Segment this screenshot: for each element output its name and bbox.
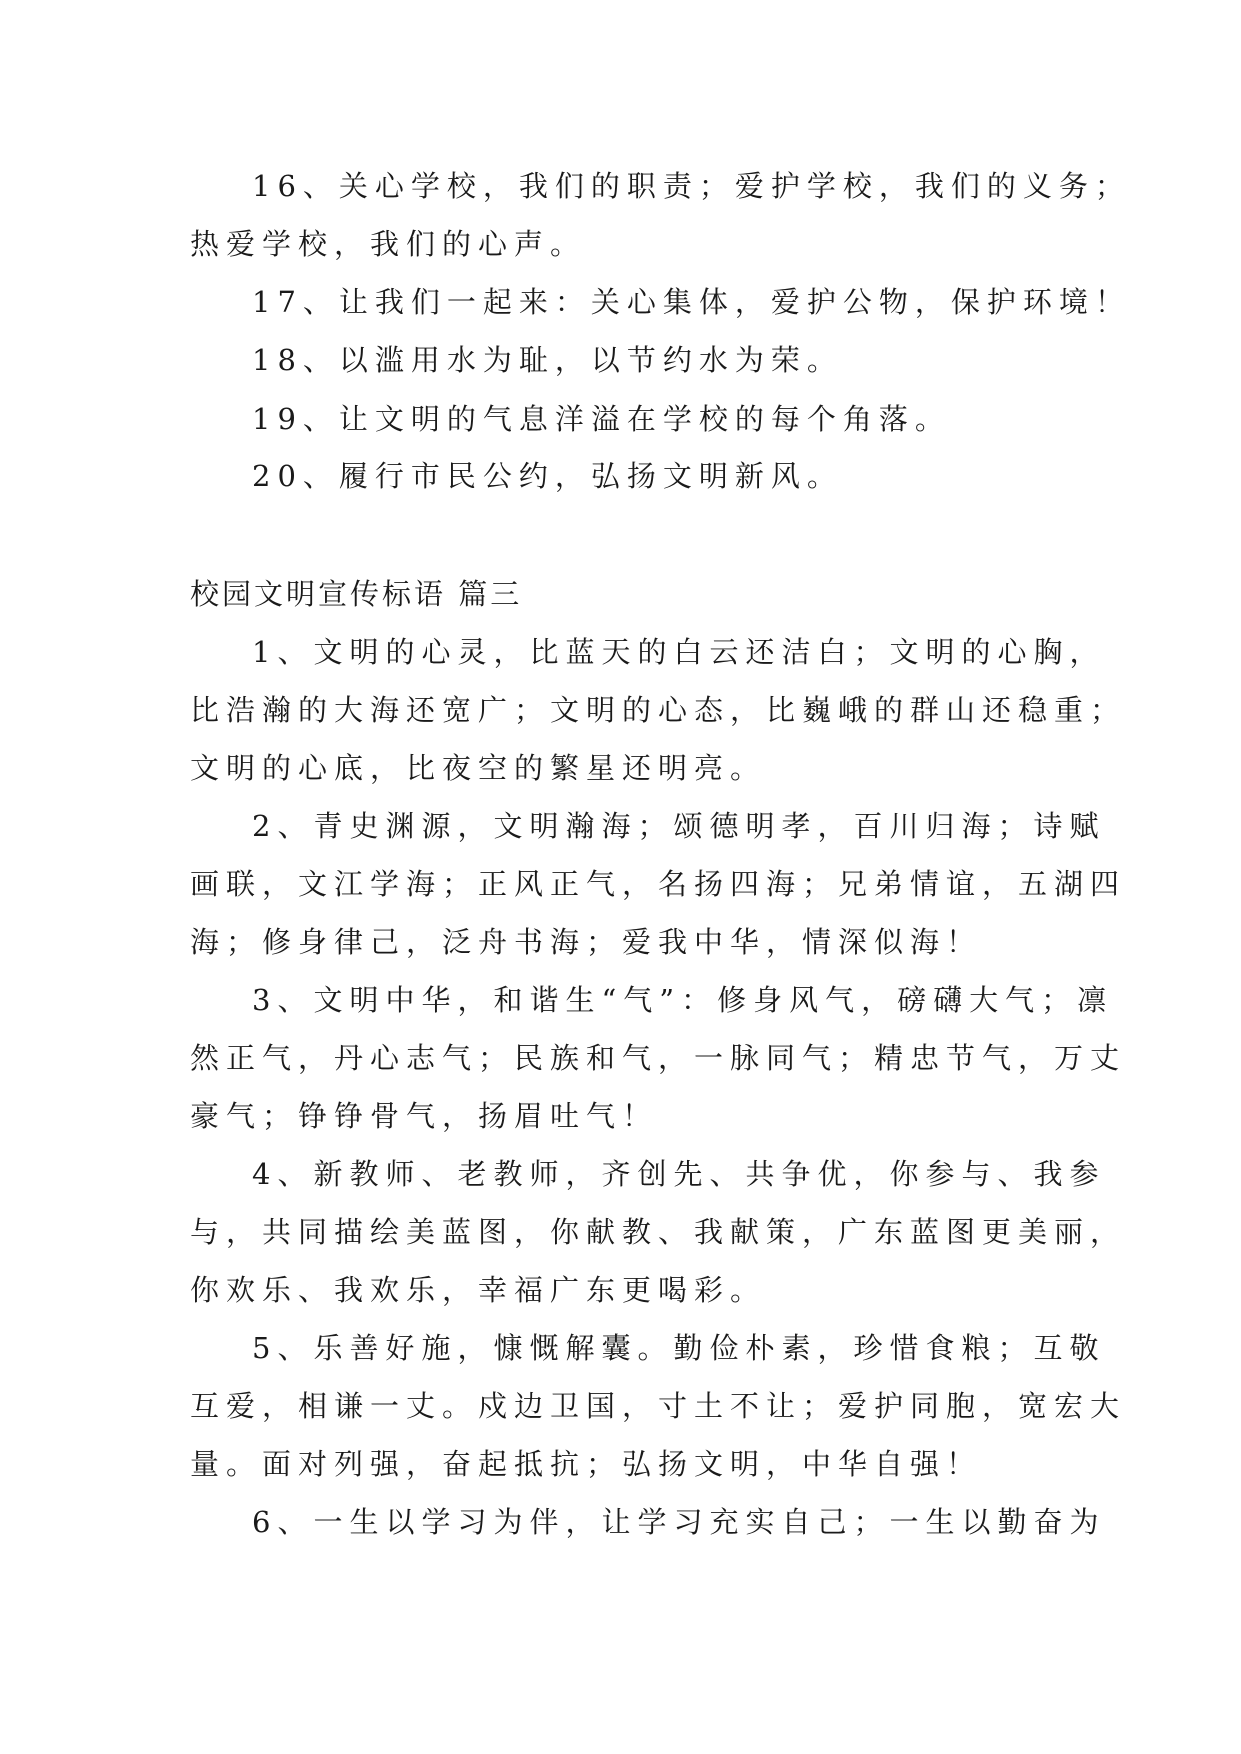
item-3-line-1: 3、文明中华，和谐生“气”：修身风气，磅礴大气；凛 [252, 983, 1114, 1017]
item-6-line-1: 6、一生以学习为伴，让学习充实自己；一生以勤奋为 [252, 1505, 1106, 1539]
item-4-line-3: 你欢乐、我欢乐，幸福广东更喝彩。 [190, 1273, 767, 1307]
item-1-line-1: 1、文明的心灵，比蓝天的白云还洁白；文明的心胸， [252, 635, 1106, 669]
item-1-line-3: 文明的心底，比夜空的繁星还明亮。 [190, 751, 767, 785]
item-20-line-1: 20、履行市民公约，弘扬文明新风。 [252, 459, 843, 493]
item-5-line-2: 互爱，相谦一丈。戍边卫国，寸土不让；爱护同胞，宽宏大 [190, 1389, 1127, 1423]
item-16-line-1: 16、关心学校，我们的职责；爱护学校，我们的义务； [252, 169, 1131, 203]
item-4-line-2: 与，共同描绘美蓝图，你献教、我献策，广东蓝图更美丽， [190, 1215, 1127, 1249]
item-5-line-3: 量。面对列强，奋起抵抗；弘扬文明，中华自强！ [190, 1447, 983, 1481]
item-2-line-3: 海；修身律己，泛舟书海；爱我中华，情深似海！ [190, 925, 983, 959]
item-3-line-3: 豪气；铮铮骨气，扬眉吐气！ [190, 1099, 659, 1133]
item-5-line-1: 5、乐善好施，慷慨解囊。勤俭朴素，珍惜食粮；互敬 [252, 1331, 1106, 1365]
item-17-line-1: 17、让我们一起来：关心集体，爱护公物，保护环境！ [252, 285, 1131, 319]
item-2-line-2: 画联，文江学海；正风正气，名扬四海；兄弟情谊，五湖四 [190, 867, 1127, 901]
item-2-line-1: 2、青史渊源，文明瀚海；颂德明孝，百川归海；诗赋 [252, 809, 1106, 843]
item-4-line-1: 4、新教师、老教师，齐创先、共争优，你参与、我参 [252, 1157, 1106, 1191]
item-19-line-1: 19、让文明的气息洋溢在学校的每个角落。 [252, 402, 951, 436]
item-3-line-2: 然正气，丹心志气；民族和气，一脉同气；精忠节气，万丈 [190, 1041, 1127, 1075]
item-16-line-2: 热爱学校，我们的心声。 [190, 227, 587, 261]
section-heading: 校园文明宣传标语 篇三 [190, 577, 523, 611]
item-18-line-1: 18、以滥用水为耻，以节约水为荣。 [252, 343, 843, 377]
item-1-line-2: 比浩瀚的大海还宽广；文明的心态，比巍峨的群山还稳重； [190, 693, 1127, 727]
